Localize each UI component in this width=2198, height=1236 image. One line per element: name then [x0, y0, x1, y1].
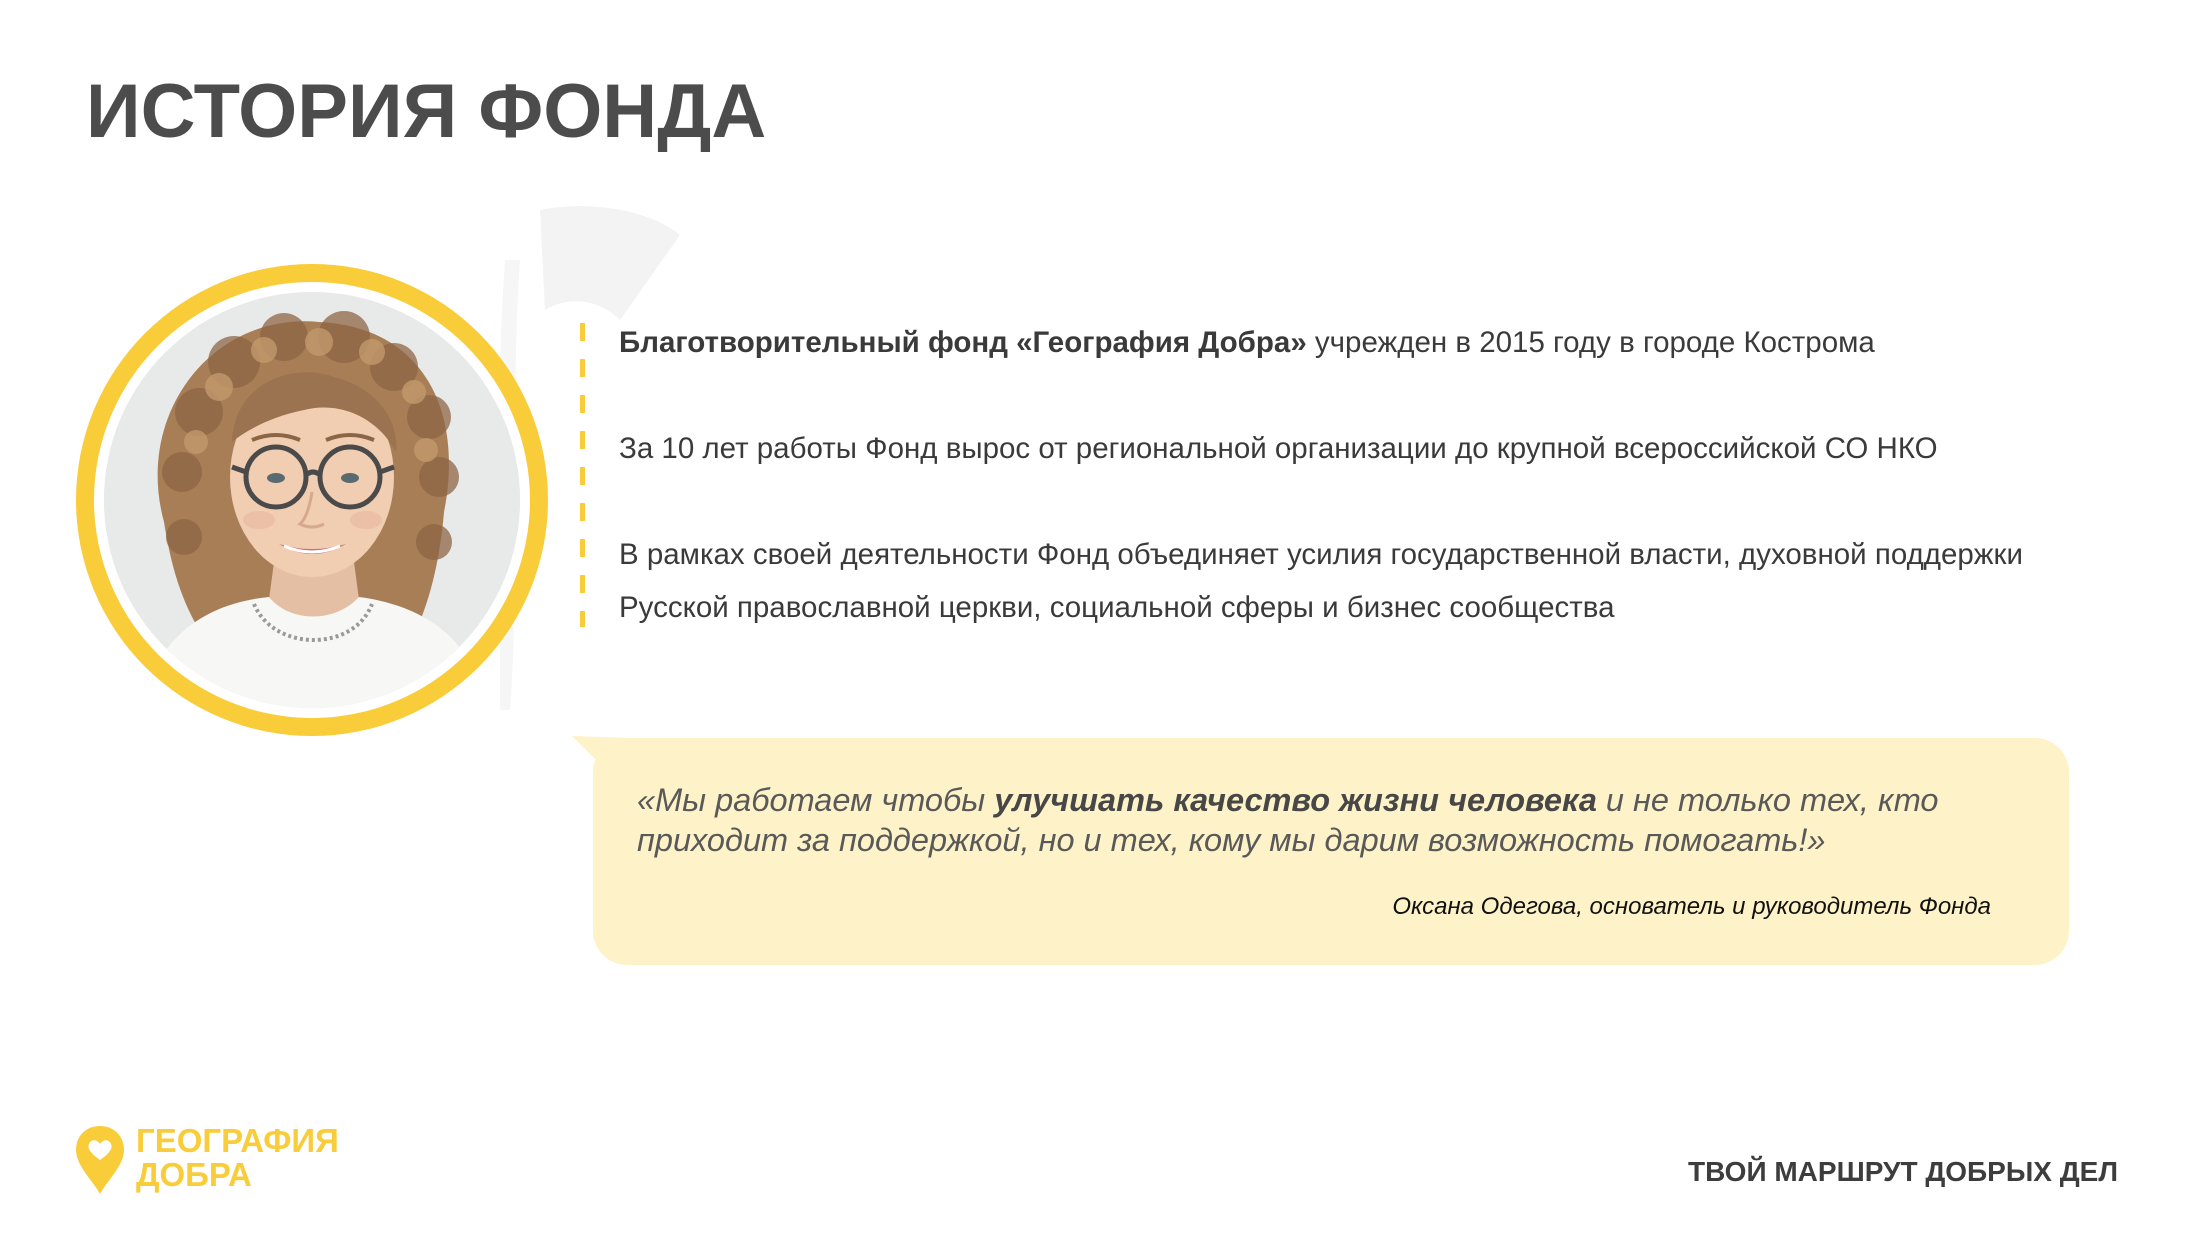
tagline: ТВОЙ МАРШРУТ ДОБРЫХ ДЕЛ [1688, 1156, 2118, 1187]
quote-box [593, 738, 2069, 965]
logo-line-1: ГЕОГРАФИЯ [136, 1122, 339, 1159]
founding-details: учрежден в 2015 году в городе Кострома [1306, 326, 1875, 359]
quote-author: Оксана Одегова, основатель и руководитель Фонда [1392, 893, 1991, 920]
quote-end: и не только тех, кто приходит за поддержкой, но и тех, кому мы дарим возможность помогать!» [637, 782, 1939, 858]
logo [76, 1124, 376, 1196]
quote-start: «Мы работаем чтобы [637, 782, 995, 818]
quote-emphasis: улучшать качество жизни человека [994, 782, 1597, 818]
founder-quote [637, 780, 2037, 860]
history-text [619, 316, 2079, 634]
portrait-ring [76, 264, 548, 736]
portrait-frame [94, 282, 530, 718]
paragraph-growth: За 10 лет работы Фонд вырос от региональной организации до крупной всероссийской СО НКО [619, 432, 1938, 465]
paragraph-founding [619, 316, 2079, 369]
paragraph-mission: В рамках своей деятельности Фонд объединяет усилия государственной власти, духовной поддержки Русской православной церкви, социальной сферы и бизнес сообщества [619, 538, 2023, 624]
logo-line-2: ДОБРА [136, 1156, 252, 1193]
page-title: ИСТОРИЯ ФОНДА [86, 69, 767, 154]
logo-wordmark [136, 1124, 339, 1192]
dashed-accent-line [580, 323, 585, 627]
founder-portrait [104, 292, 520, 708]
foundation-name: Благотворительный фонд «География Добра» [619, 326, 1307, 359]
map-pin-heart-icon [76, 1126, 124, 1194]
